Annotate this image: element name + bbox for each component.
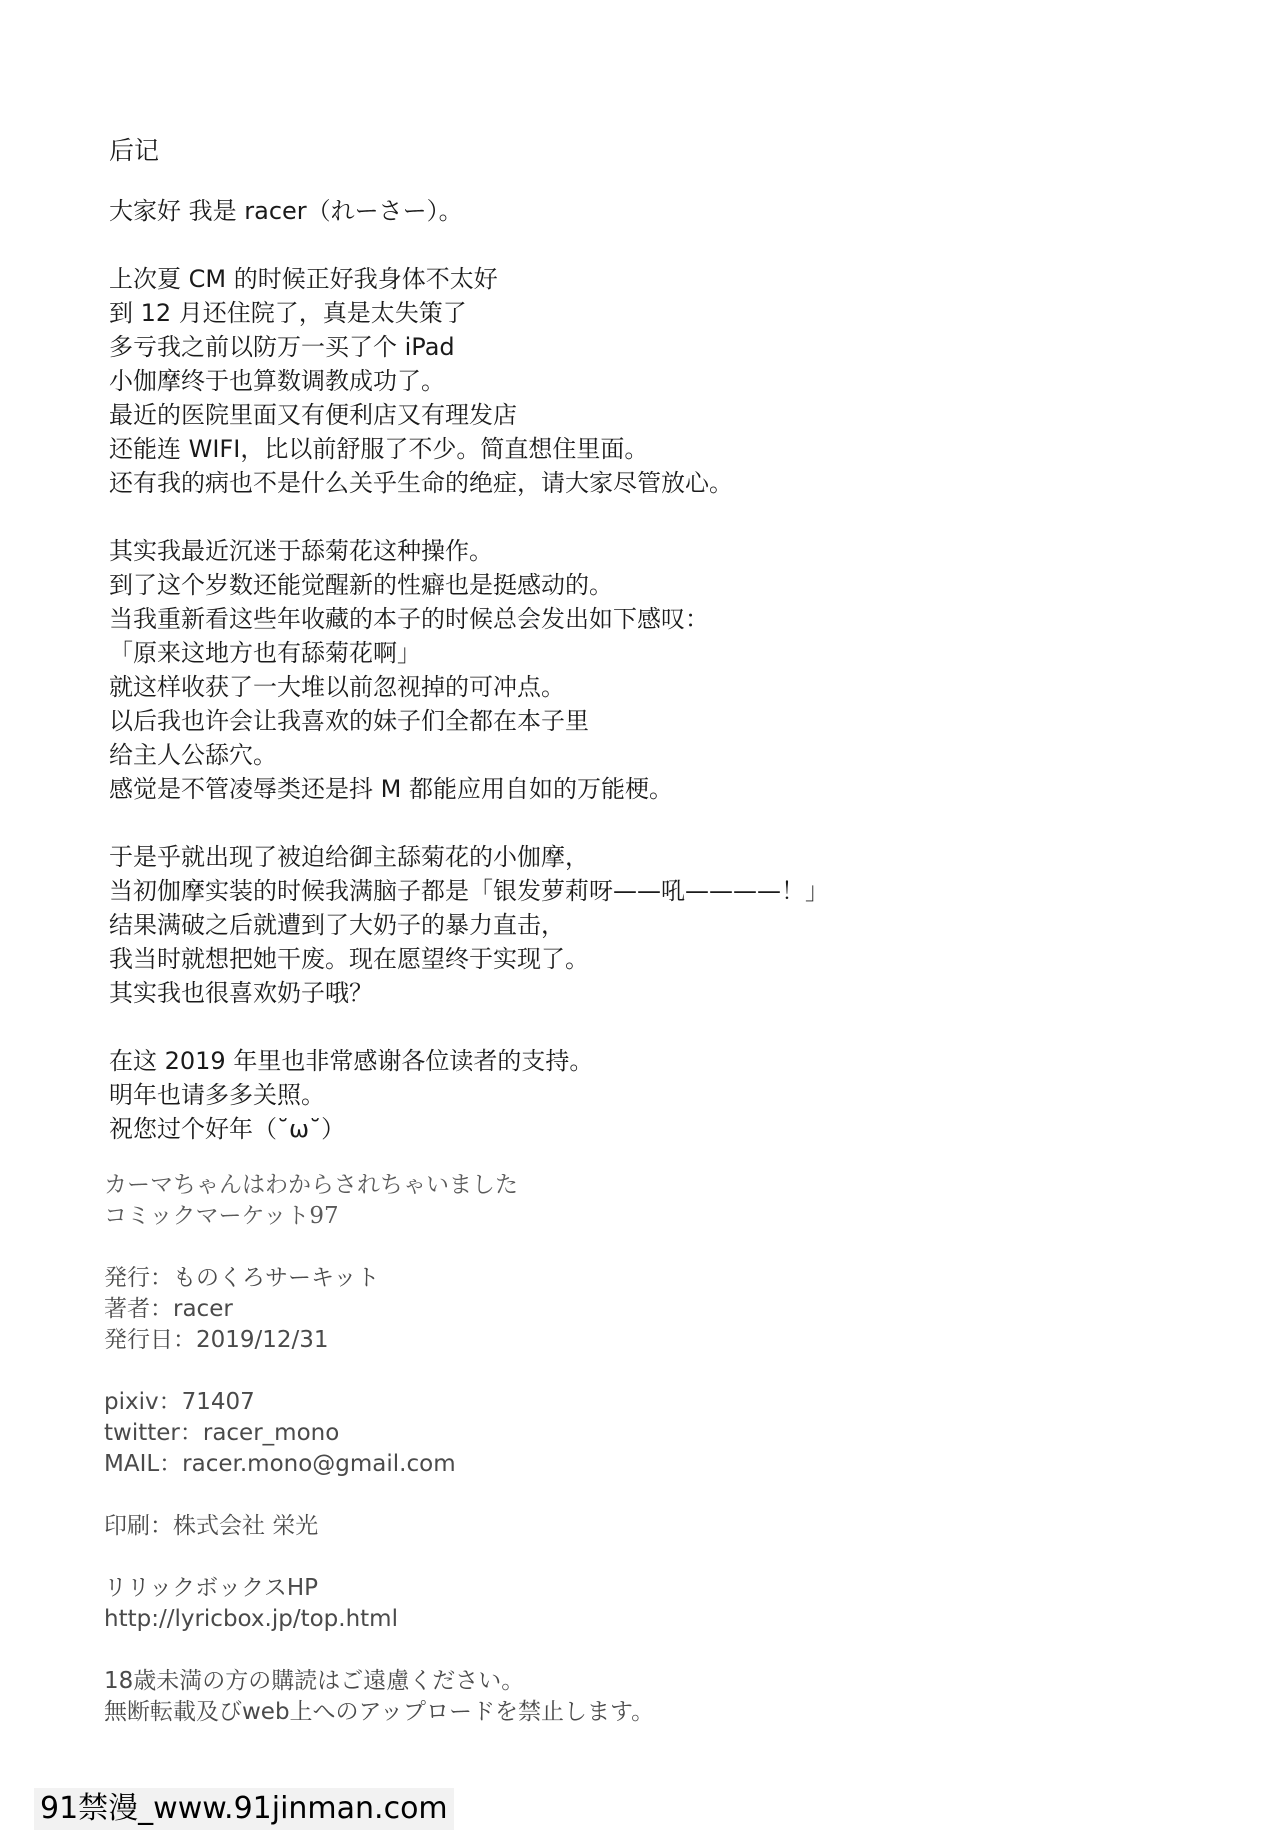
spacer <box>104 1232 1204 1263</box>
paragraph-2 <box>109 534 1209 806</box>
text-line: 还能连 WIFI，比以前舒服了不少。简直想住里面。 <box>109 435 649 463</box>
text-line: 当初伽摩实装的时候我满脑子都是「银发萝莉呀——吼————！」 <box>109 877 829 905</box>
site-watermark: 91禁漫_www.91jinman.com <box>34 1788 454 1830</box>
twitter-handle: twitter：racer_mono <box>104 1420 340 1446</box>
mail-address: MAIL：racer.mono@gmail.com <box>104 1451 456 1477</box>
text-line: 到 12 月还住院了，真是太失策了 <box>109 299 467 327</box>
text-line: 以后我也许会让我喜欢的妹子们全都在本子里 <box>109 707 589 735</box>
spacer <box>104 1542 1204 1573</box>
pixiv-id: pixiv：71407 <box>104 1389 255 1415</box>
text-line: 到了这个岁数还能觉醒新的性癖也是挺感动的。 <box>109 571 613 599</box>
text-line: 其实我最近沉迷于舔菊花这种操作。 <box>109 537 493 565</box>
text-line: 我当时就想把她干废。现在愿望终于实现了。 <box>109 945 589 973</box>
text-line: 祝您过个好年（˘ω˘） <box>109 1115 346 1143</box>
spacer <box>104 1480 1204 1511</box>
text-line: 就这样收获了一大堆以前忽视掉的可冲点。 <box>109 673 565 701</box>
text-line: 最近的医院里面又有便利店又有理发店 <box>109 401 517 429</box>
text-line: 于是乎就出现了被迫给御主舔菊花的小伽摩， <box>109 843 589 871</box>
text-line: 明年也请多多关照。 <box>109 1081 325 1109</box>
afterword-heading: 后记 <box>109 136 160 165</box>
spacer <box>109 1010 1209 1044</box>
text-line: 在这 2019 年里也非常感谢各位读者的支持。 <box>109 1047 594 1075</box>
author: 著者：racer <box>104 1296 233 1322</box>
paragraph-4 <box>109 1044 1209 1146</box>
event-name: コミックマーケット97 <box>104 1203 339 1229</box>
shop-name: リリックボックスHP <box>104 1575 319 1601</box>
spacer <box>109 228 1209 262</box>
copyright-notice: 無断転載及びweb上へのアップロードを禁止します。 <box>104 1699 655 1725</box>
text-line: 其实我也很喜欢奶子哦？ <box>109 979 373 1007</box>
age-notice: 18歳未満の方の購読はご遠慮ください。 <box>104 1668 525 1694</box>
colophon-section <box>104 1170 1204 1728</box>
text-line: 当我重新看这些年收藏的本子的时候总会发出如下感叹： <box>109 605 709 633</box>
spacer <box>104 1356 1204 1387</box>
text-line: 结果满破之后就遭到了大奶子的暴力直击， <box>109 911 565 939</box>
paragraph-1 <box>109 262 1209 500</box>
text-line: 小伽摩终于也算数调教成功了。 <box>109 367 445 395</box>
text-line: 上次夏 CM 的时候正好我身体不太好 <box>109 265 498 293</box>
paragraph-3 <box>109 840 1209 1010</box>
spacer <box>109 806 1209 840</box>
publish-date: 発行日：2019/12/31 <box>104 1327 329 1353</box>
shop-url: http://lyricbox.jp/top.html <box>104 1606 398 1632</box>
spacer <box>104 1635 1204 1666</box>
book-title: カーマちゃんはわからされちゃいました <box>104 1172 518 1198</box>
text-line: 多亏我之前以防万一买了个 iPad <box>109 333 455 361</box>
spacer <box>109 168 1209 194</box>
afterword-section <box>109 134 1209 1146</box>
text-line: 「原来这地方也有舔菊花啊」 <box>109 639 421 667</box>
printer: 印刷：株式会社 栄光 <box>104 1513 319 1539</box>
spacer <box>109 500 1209 534</box>
publisher: 発行：ものくろサーキット <box>104 1265 380 1291</box>
text-line: 给主人公舔穴。 <box>109 741 277 769</box>
text-line: 还有我的病也不是什么关乎生命的绝症，请大家尽管放心。 <box>109 469 733 497</box>
text-line: 感觉是不管凌辱类还是抖 M 都能应用自如的万能梗。 <box>109 775 673 803</box>
intro-line: 大家好 我是 racer（れーさー）。 <box>109 197 463 225</box>
